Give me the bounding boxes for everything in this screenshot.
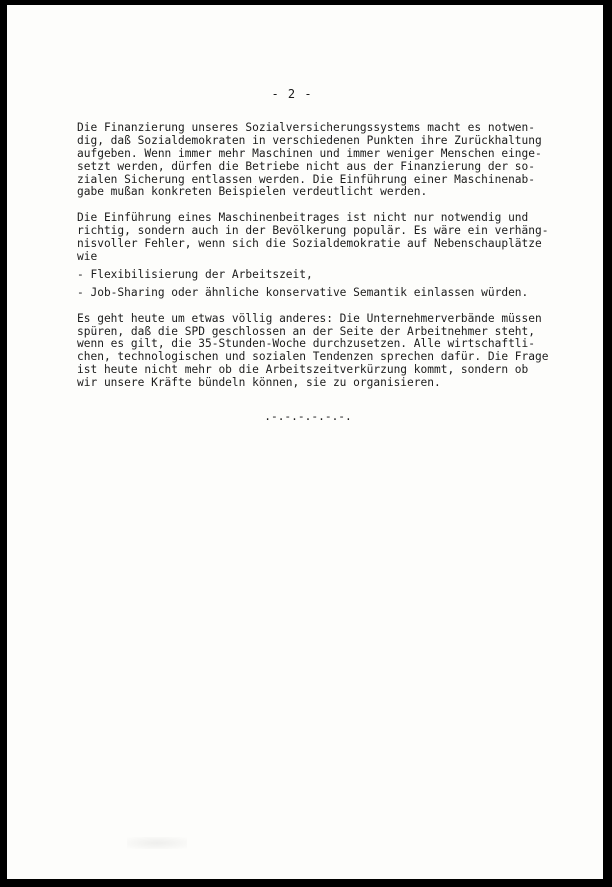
scan-smudge (127, 837, 187, 849)
text-line: nisvoller Fehler, wenn sich die Sozialdemokratie auf Nebenschauplätze (77, 237, 542, 251)
text-line: chen, technologischen und sozialen Tendenzen sprechen dafür. Die Frage (77, 350, 549, 364)
text-line: wie (77, 250, 98, 264)
text-line: gabe mußan konkreten Beispielen verdeutlicht werden. (77, 185, 428, 199)
text-line: wenn es gilt, die 35-Stunden-Woche durchzusetzen. Alle wirtschaftli- (77, 337, 536, 351)
paragraph-35-hour-week (77, 313, 577, 390)
list-item: - Job-Sharing oder ähnliche konservative Semantik einlassen würden. (77, 285, 529, 299)
body-text (77, 122, 577, 390)
text-line: dig, daß Sozialdemokraten in verschiedenen Punkten ihre Zurückhaltung (77, 133, 542, 147)
text-line: Die Einführung eines Maschinenbeitrages ist nicht nur notwendig und (77, 211, 529, 225)
text-line: setzt werden, dürfen die Betriebe nicht aus der Finanzierung der so- (77, 159, 536, 173)
text-line: richtig, sondern auch in der Bevölkerung populär. Es wäre ein verhäng- (77, 224, 549, 238)
paragraph-financing (77, 122, 577, 199)
text-line: zialen Sicherung entlassen werden. Die Einführung einer Maschinenab- (77, 172, 536, 186)
document-page (7, 5, 603, 879)
paragraph-machine-contribution (77, 212, 577, 299)
text-line: spüren, daß die SPD geschlossen an der Seite der Arbeitnehmer steht, (77, 324, 536, 338)
text-line: aufgeben. Wenn immer mehr Maschinen und immer weniger Menschen einge- (77, 146, 542, 160)
text-line: ist heute nicht mehr ob die Arbeitszeitverkürzung kommt, sondern ob (77, 363, 529, 377)
end-of-text-marker: .-.-.-.-.-.-. (264, 410, 352, 423)
list-item: - Flexibilisierung der Arbeitszeit, (77, 267, 313, 281)
page-number: - 2 - (271, 87, 313, 101)
text-line: Es geht heute um etwas völlig anderes: Die Unternehmerverbände müssen (77, 311, 542, 325)
text-line: Die Finanzierung unseres Sozialversicherungssystems macht es notwen- (77, 121, 536, 134)
text-line: wir unsere Kräfte bündeln können, sie zu organisieren. (77, 376, 441, 390)
